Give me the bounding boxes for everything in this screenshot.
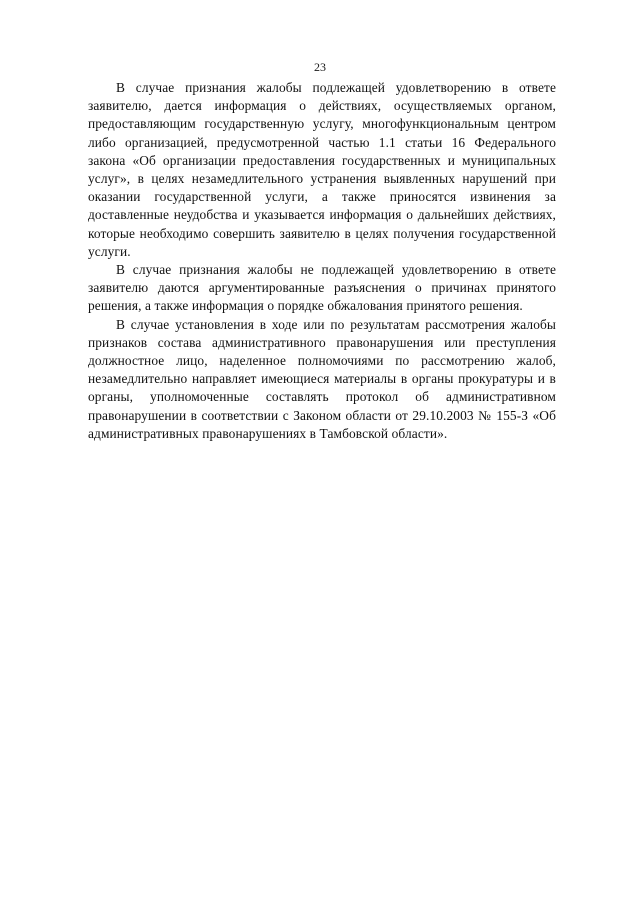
paragraph-complaint-satisfied: В случае признания жалобы подлежащей удовлетворению в ответе заявителю, дается информация о действиях, осуществляемых органом, предоставляющим государственную услугу, многофункциональным центром либо организацией, предусмотренной частью 1.1 статьи 16 Федерального закона «Об организации предоставления государственных и муниципальных услуг», в целях незамедлительного устранения выявленных нарушений при оказании государственной услуги, а также приносятся извинения за доставленные неудобства и указывается информация о дальнейших действиях, которые необходимо совершить заявителю в целях получения государственной услуги. <box>88 80 556 259</box>
document-body <box>88 79 556 443</box>
page-number: 23 <box>314 60 326 74</box>
paragraph-offense-detected: В случае установления в ходе или по результатам рассмотрения жалобы признаков состава административного правонарушения или преступления должностное лицо, наделенное полномочиями по рассмотрению жалоб, незамедлительно направляет имеющиеся материалы в органы прокуратуры и в органы, уполномоченные составлять протокол об административном правонарушении в соответствии с Законом области от 29.10.2003 № 155-З «Об административных правонарушениях в Тамбовской области». <box>88 316 556 441</box>
paragraph-complaint-rejected: В случае признания жалобы не подлежащей удовлетворению в ответе заявителю даются аргументированные разъяснения о причинах принятого решения, а также информация о порядке обжалования принятого решения. <box>88 262 556 314</box>
